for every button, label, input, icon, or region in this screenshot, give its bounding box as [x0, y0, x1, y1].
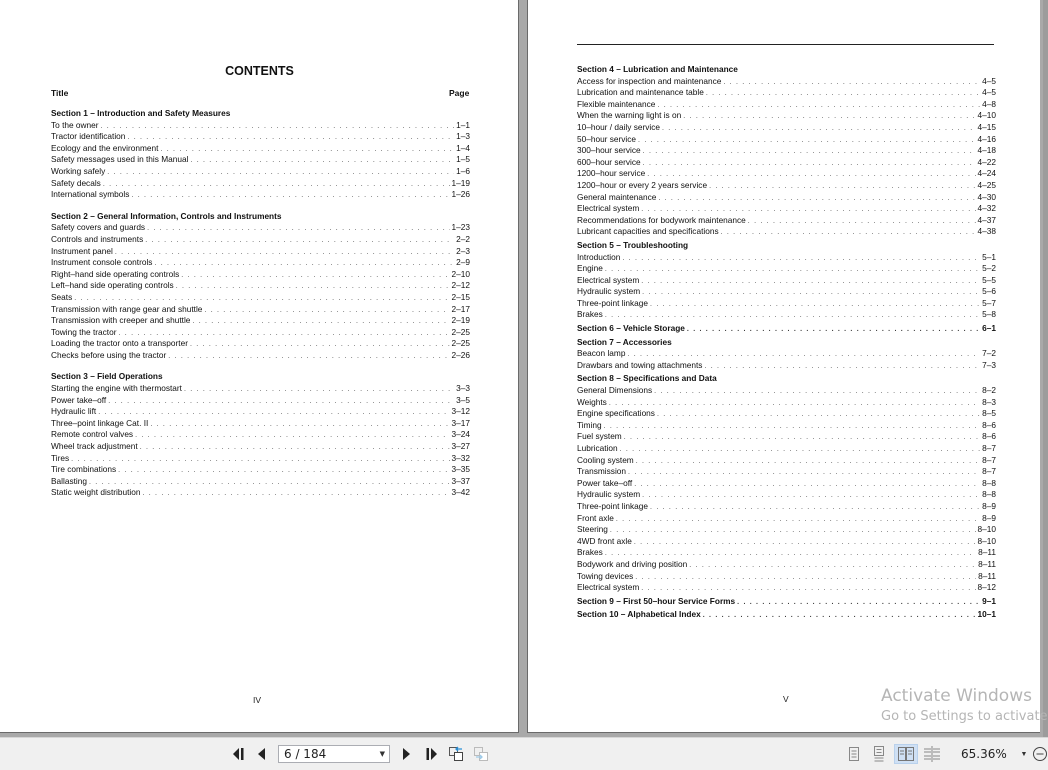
section-10-entry[interactable]: Section 10 – Alphabetical Index . . . 10–1 — [577, 609, 996, 621]
toc-entry[interactable]: Left–hand side operating controls . . . 2–12 — [51, 280, 470, 292]
toc-entry[interactable]: Working safely . . . 1–6 — [51, 166, 470, 178]
toc-entry[interactable]: Remote control valves . . . 3–24 — [51, 429, 470, 441]
section-1-heading: Section 1 – Introduction and Safety Measures — [51, 108, 231, 118]
toc-entry[interactable]: Electrical system . . . 8–12 — [577, 582, 996, 594]
section-8-heading: Section 8 – Specifications and Data — [577, 373, 717, 384]
toc-entry[interactable]: Loading the tractor onto a transporter . . . 2–25 — [51, 338, 470, 350]
first-page-button[interactable] — [230, 745, 248, 763]
toc-entry[interactable]: 1200–hour or every 2 years service . . . 4–25 — [577, 180, 996, 192]
toc-entry[interactable]: Tire combinations . . . 3–35 — [51, 464, 470, 476]
toc-entry[interactable]: Flexible maintenance . . . 4–8 — [577, 99, 996, 111]
column-header-page: Page — [449, 88, 470, 98]
toc-entry[interactable]: Power take–off . . . 3–5 — [51, 395, 470, 407]
toc-entry[interactable]: 4WD front axle . . . 8–10 — [577, 536, 996, 548]
toc-entry[interactable]: When the warning light is on . . . 4–10 — [577, 110, 996, 122]
toc-entry[interactable]: Three-point linkage . . . 8–9 — [577, 501, 996, 513]
toc-entry[interactable]: Power take–off . . . 8–8 — [577, 478, 996, 490]
next-view-button[interactable] — [472, 745, 490, 763]
toc-entry[interactable]: Transmission with range gear and shuttle . . . 2–17 — [51, 304, 470, 316]
toc-entry[interactable]: Instrument console controls . . . 2–9 — [51, 257, 470, 269]
section-9-entry[interactable]: Section 9 – First 50–hour Service Forms . . . 9–1 — [577, 596, 996, 608]
next-page-icon — [401, 747, 411, 761]
toc-entry[interactable]: International symbols . . . 1–26 — [51, 189, 470, 201]
toc-entry[interactable]: 50–hour service . . . 4–16 — [577, 134, 996, 146]
section-6-entry[interactable]: Section 6 – Vehicle Storage . . . 6–1 — [577, 323, 996, 335]
column-header-title: Title — [51, 88, 69, 98]
last-page-button[interactable] — [422, 745, 440, 763]
page-dropdown-arrow-icon[interactable]: ▼ — [379, 750, 385, 758]
toc-entry[interactable]: Steering . . . 8–10 — [577, 524, 996, 536]
toc-entry[interactable]: Three–point linkage Cat. II . . . 3–17 — [51, 418, 470, 430]
navigation-toolbar — [0, 737, 1048, 770]
section-5-heading: Section 5 – Troubleshooting — [577, 239, 689, 250]
toc-entry[interactable]: 300–hour service . . . 4–18 — [577, 145, 996, 157]
contents-title: CONTENTS — [225, 64, 294, 78]
continuous-facing-view-button[interactable] — [922, 745, 942, 763]
toc-entry[interactable]: Instrument panel . . . 2–3 — [51, 246, 470, 258]
continuous-view-icon — [873, 746, 885, 762]
chevron-down-icon: ▼ — [1020, 750, 1028, 758]
toc-entry[interactable]: Wheel track adjustment . . . 3–27 — [51, 441, 470, 453]
toc-entry[interactable]: Cooling system . . . 8–7 — [577, 455, 996, 467]
toc-entry[interactable]: Tractor identification . . . 1–3 — [51, 131, 470, 143]
toc-entry[interactable]: General Dimensions . . . 8–2 — [577, 385, 996, 397]
section-7-heading: Section 7 – Accessories — [577, 336, 672, 347]
facing-pages-view-icon — [897, 746, 915, 762]
toc-entry[interactable]: Engine specifications . . . 8–5 — [577, 408, 996, 420]
toc-entry[interactable]: Access for inspection and maintenance . . . 4–5 — [577, 76, 996, 88]
pdf-page-iv — [0, 0, 519, 733]
toc-entry[interactable]: Safety messages used in this Manual . . . 1–5 — [51, 154, 470, 166]
toc-entry[interactable]: Three-point linkage . . . 5–7 — [577, 298, 996, 310]
toc-entry[interactable]: Tires . . . 3–32 — [51, 453, 470, 465]
toc-entry[interactable]: Safety decals . . . 1–19 — [51, 178, 470, 190]
toc-entry[interactable]: Transmission with creeper and shuttle . . . 2–19 — [51, 315, 470, 327]
toc-entry[interactable]: Hydraulic system . . . 5–6 — [577, 286, 996, 298]
last-page-icon — [424, 747, 438, 761]
page-number-input[interactable]: 6 / 184 ▼ — [278, 745, 390, 763]
toc-entry[interactable]: Transmission . . . 8–7 — [577, 466, 996, 478]
toc-entry[interactable]: Timing . . . 8–6 — [577, 420, 996, 432]
toc-entry[interactable]: Drawbars and towing attachments . . . 7–3 — [577, 360, 996, 372]
toc-entry[interactable]: Seats . . . 2–15 — [51, 292, 470, 304]
toc-entry[interactable]: Right–hand side operating controls . . . 2–10 — [51, 269, 470, 281]
toc-entry[interactable]: Recommendations for bodywork maintenance . . . 4–37 — [577, 215, 996, 227]
toc-entry[interactable]: Towing the tractor . . . 2–25 — [51, 327, 470, 339]
toc-entry[interactable]: Brakes . . . 8–11 — [577, 547, 996, 559]
toc-entry[interactable]: Lubrication and maintenance table . . . 4–5 — [577, 87, 996, 99]
continuous-facing-view-icon — [923, 746, 941, 762]
toc-entry[interactable]: Brakes . . . 5–8 — [577, 309, 996, 321]
toc-entry[interactable]: Introduction . . . 5–1 — [577, 252, 996, 264]
toc-entry[interactable]: Lubricant capacities and specifications . . . 4–38 — [577, 226, 996, 238]
first-page-icon — [232, 747, 246, 761]
toc-right-column — [577, 64, 996, 621]
toc-entry[interactable]: Bodywork and driving position . . . 8–11 — [577, 559, 996, 571]
toc-entry[interactable]: Static weight distribution . . . 3–42 — [51, 487, 470, 499]
toc-entry[interactable]: Fuel system . . . 8–6 — [577, 431, 996, 443]
toc-entry[interactable]: 1200–hour service . . . 4–24 — [577, 168, 996, 180]
page-number-v: V — [783, 694, 789, 704]
header-rule — [577, 44, 994, 45]
zoom-dropdown-button[interactable] — [1019, 745, 1029, 763]
toc-left-column — [51, 108, 470, 499]
toc-entry[interactable]: 600–hour service . . . 4–22 — [577, 157, 996, 169]
toc-entry[interactable]: Electrical system . . . 5–5 — [577, 275, 996, 287]
toc-entry[interactable]: To the owner . . . 1–1 — [51, 120, 470, 132]
toc-entry[interactable]: Hydraulic system . . . 8–8 — [577, 489, 996, 501]
single-page-view-icon — [848, 746, 860, 762]
toc-entry[interactable]: Hydraulic lift . . . 3–12 — [51, 406, 470, 418]
next-view-icon — [473, 746, 489, 762]
toc-entry[interactable]: 10–hour / daily service . . . 4–15 — [577, 122, 996, 134]
continuous-view-button[interactable] — [870, 745, 888, 763]
vertical-scrollbar[interactable] — [1043, 0, 1048, 737]
single-page-view-button[interactable] — [845, 745, 863, 763]
toc-entry[interactable]: Towing devices . . . 8–11 — [577, 571, 996, 583]
toc-entry[interactable]: Starting the engine with thermostart . . . 3–3 — [51, 383, 470, 395]
toc-entry[interactable]: Front axle . . . 8–9 — [577, 513, 996, 525]
section-2-heading: Section 2 – General Information, Controls and Instruments — [51, 210, 282, 221]
zoom-out-icon — [1032, 746, 1048, 762]
previous-view-button[interactable] — [447, 745, 465, 763]
pdf-page-v — [527, 0, 1040, 733]
section-3-heading: Section 3 – Field Operations — [51, 371, 163, 382]
toc-entry[interactable]: Ecology and the environment . . . 1–4 — [51, 143, 470, 155]
toc-entry[interactable]: Engine . . . 5–2 — [577, 263, 996, 275]
toc-entry[interactable]: Safety covers and guards . . . 1–23 — [51, 222, 470, 234]
page-number-iv: IV — [253, 695, 262, 705]
activate-windows-watermark: Activate Windows Go to Settings to activate — [881, 686, 1048, 724]
toc-entry[interactable]: Electrical system . . . 4–32 — [577, 203, 996, 215]
previous-page-button[interactable] — [255, 745, 269, 763]
previous-page-icon — [257, 747, 267, 761]
toc-entry[interactable]: Lubrication . . . 8–7 — [577, 443, 996, 455]
toc-entry[interactable]: Ballasting . . . 3–37 — [51, 476, 470, 488]
toc-entry[interactable]: Controls and instruments . . . 2–2 — [51, 234, 470, 246]
zoom-level[interactable]: 65.36% — [961, 747, 1007, 761]
toc-entry[interactable]: Beacon lamp . . . 7–2 — [577, 348, 996, 360]
toc-entry[interactable]: Checks before using the tractor . . . 2–26 — [51, 350, 470, 362]
toc-entry[interactable]: General maintenance . . . 4–30 — [577, 192, 996, 204]
next-page-button[interactable] — [399, 745, 413, 763]
zoom-out-button[interactable] — [1032, 745, 1048, 763]
previous-view-icon — [448, 746, 464, 762]
toc-entry[interactable]: Weights . . . 8–3 — [577, 397, 996, 409]
section-4-heading: Section 4 – Lubrication and Maintenance — [577, 64, 738, 74]
facing-pages-view-button[interactable] — [894, 744, 918, 764]
